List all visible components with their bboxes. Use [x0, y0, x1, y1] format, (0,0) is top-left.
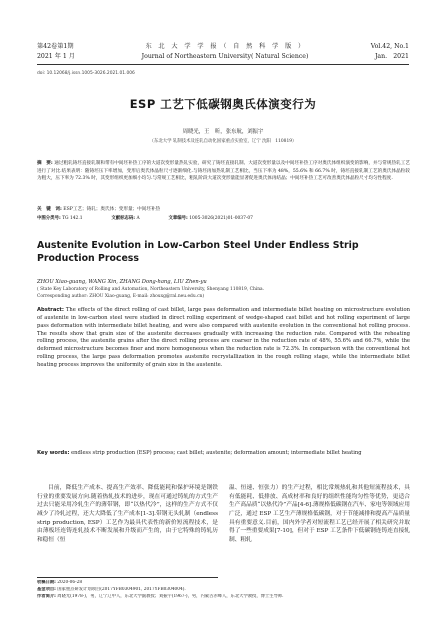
received-label: 收稿日期:: [37, 580, 56, 585]
keywords-cn: [37, 206, 410, 212]
keywords-label-en: Key words:: [37, 450, 70, 456]
journal-name-en: Journal of Northeastern University( Natural Science): [141, 52, 309, 60]
article-no-value: 1005-3026(2021)01-0037-07: [189, 216, 253, 221]
authors-en: ZHOU Xiao-guang, WANG Xin, ZHANG Dong-hang, LIU Zhen-yu: [37, 279, 207, 285]
title-en: Austenite Evolution in Low-Carbon Steel Under Endless Strip Production Process: [37, 240, 359, 264]
class-label: 中图分类号:: [37, 216, 61, 221]
classification-line: [37, 215, 410, 221]
volume-issue-en: Vol.42, No.1: [370, 43, 409, 50]
fund-text: 国家重点研发计划项目(2017YFB0304901, 2017YFB0304004).: [57, 587, 186, 592]
doi: doi: 10.12068/j.issn.1005-3026.2021.01.006: [37, 71, 135, 76]
affiliation-cn: （东北大学 轧制技术及连轧自动化国家重点实验室，辽宁 沈阳 110819）: [149, 139, 297, 144]
body-column-left: 目前，降低生产成本、提高生产效率、降低能耗和保护环境是钢铁行业的重要发展方向.随着热轧技术的进步，现在可通过铸轧的方式生产过去只能采用冷轧生产的薄带钢，即“以热代冷”，这样的生产方式不仅减少了冷轧过程，还大大降低了生产成本[1-3].带钢无头轧制（endless strip production, ESP）工艺作为最具代表性的新价短流程技术，是由薄板坯连铸连轧技术不断发展和升级而产生的，由于它特殊的铸轧历和稳恒（恒: [37, 485, 218, 543]
abstract-label-cn: 摘 要:: [37, 161, 53, 166]
header-left: [37, 42, 75, 61]
footnote-rule: [37, 577, 218, 578]
footnote-received: [37, 580, 410, 586]
date-cn: 2021 年 1 月: [37, 52, 75, 60]
affiliation-en-line1: ( State Key Laboratory of Rolling and Automation, Northeastern University, Shenyang 110819, China.: [37, 287, 265, 292]
article-no-label: 文章编号:: [168, 216, 188, 221]
affiliation-en-line2: Corresponding author: ZHOU Xiao-guang, E-mail: zhouxg@ral.neu.edu.cn): [37, 293, 205, 299]
received-date: 2020-06-28: [57, 580, 83, 585]
doc-code-label: 文献标志码:: [111, 216, 136, 221]
doc-code-value: A: [136, 216, 140, 221]
title-cn: ESP 工艺下低碳钢奥氏体演变行为: [129, 97, 317, 111]
body-column-right: 温、恒速、恒张力）的生产过程，相比常规热轧和其他短流程技术，具有低能耗、低排放、高成材率和良好的组织性能均匀性等优势，更适合生产高品质“以热代冷”产品[4-6].薄规格低碳钢在汽车、家电等领域应用广泛，通过 ESP 工艺生产薄规格低碳钢，对于节能减排和提高产品质量具有重要意义.目前，国内外学者对短流程工艺已经开展了相关研究并取得了一些重要成果[7-10]，但对于 ESP 工艺条件下低碳钢连铸连直接轧制、粗轧: [229, 485, 410, 543]
volume-issue-cn: 第42卷第1期: [37, 43, 74, 50]
header-center: [115, 42, 335, 61]
journal-name-cn: 东 北 大 学 学 报 （ 自 然 科 学 版 ）: [145, 43, 305, 50]
abstract-en: [37, 307, 410, 370]
author-bio-text: 周晓光(1978-)，男，辽宁辽中人，东北大学副教授；刘振宇(1967-)，男，内蒙古赤峰人，东北大学教授，博士生导师.: [57, 594, 284, 599]
abstract-text-cn: 通过粗轧铸坯直接轧制和带有中间坯补热工序的大道次变形量热轧实验，研究了铸坯直接轧制、大道次变形量以及中间坯补热工序对奥氏体组织演变的影响，并与常规热轧工艺进行了对比.结果表明：随铸坯压下率增加，变形后奥氏体晶粒尺寸逐渐细化.与铸坯再加热轧制工艺相比，当压下率为 48%，55.6% 和 66.7% 时，铸坯直接轧制工艺的奥氏体晶粒较为粗大，压下率为 72.3% 时，其变形组织更加细小均匀.与常规工艺相比，粗轧阶段大道次变形量能显著促进奥氏体再结晶；中间坯补热工艺可改善奥氏体晶粒尺寸均匀性程度.: [37, 161, 410, 182]
abstract-cn: [37, 160, 410, 183]
abstract-text-en: The effects of the direct rolling of cast billet, large pass deformation and intermediate billet heating on microstructure evolution of austenite in low-carbon steel were studied in direct rolling experiment of wedge-shaped cast billet and hot rolling experiment of large pass deformation with intermediate billet heating, and were also compared with austenite evolution in the conventional hot rolling process. The results show that grain size of the austenite decreases gradually with increasing the reduction rate. Compared with the reheating rolling process, the austenite grains after the direct rolling process are coarser in the reduction rate of 48%, 55.6% and 66.7%, while the deformed microstructure becomes finer and more homogeneous when the reduction rate is 72.3%. In comparison with the conventional hot rolling process, the large pass deformation promotes austenite recrystallization in the rough rolling stage, while the intermediate billet heating process improves the uniformity of grain size in the austenite.: [37, 307, 410, 368]
affiliation-en: [37, 287, 410, 301]
date-en: Jan. 2021: [374, 52, 409, 60]
keywords-text-cn: ESP工艺；铸轧；奥氏体；变形量；中间坯补热: [63, 207, 161, 212]
header-rule: [37, 64, 409, 65]
keywords-text-en: endless strip production (ESP) process; cast billet; austenite; deformation amount; intermediate billet heating: [71, 450, 362, 456]
keywords-en: [37, 450, 410, 458]
class-value: TG 142.1: [62, 216, 83, 221]
abstract-label-en: Abstract:: [37, 307, 64, 313]
fund-label: 基金项目:: [37, 587, 56, 592]
keywords-label-cn: 关 键 词:: [37, 207, 62, 212]
footnote-fund: [37, 587, 410, 593]
header-right: [371, 42, 409, 61]
authors-cn: 周晓光，王 昕，张东航，刘振宇: [182, 129, 264, 135]
footnote-author: [37, 594, 410, 600]
author-bio-label: 作者简介:: [37, 594, 56, 599]
